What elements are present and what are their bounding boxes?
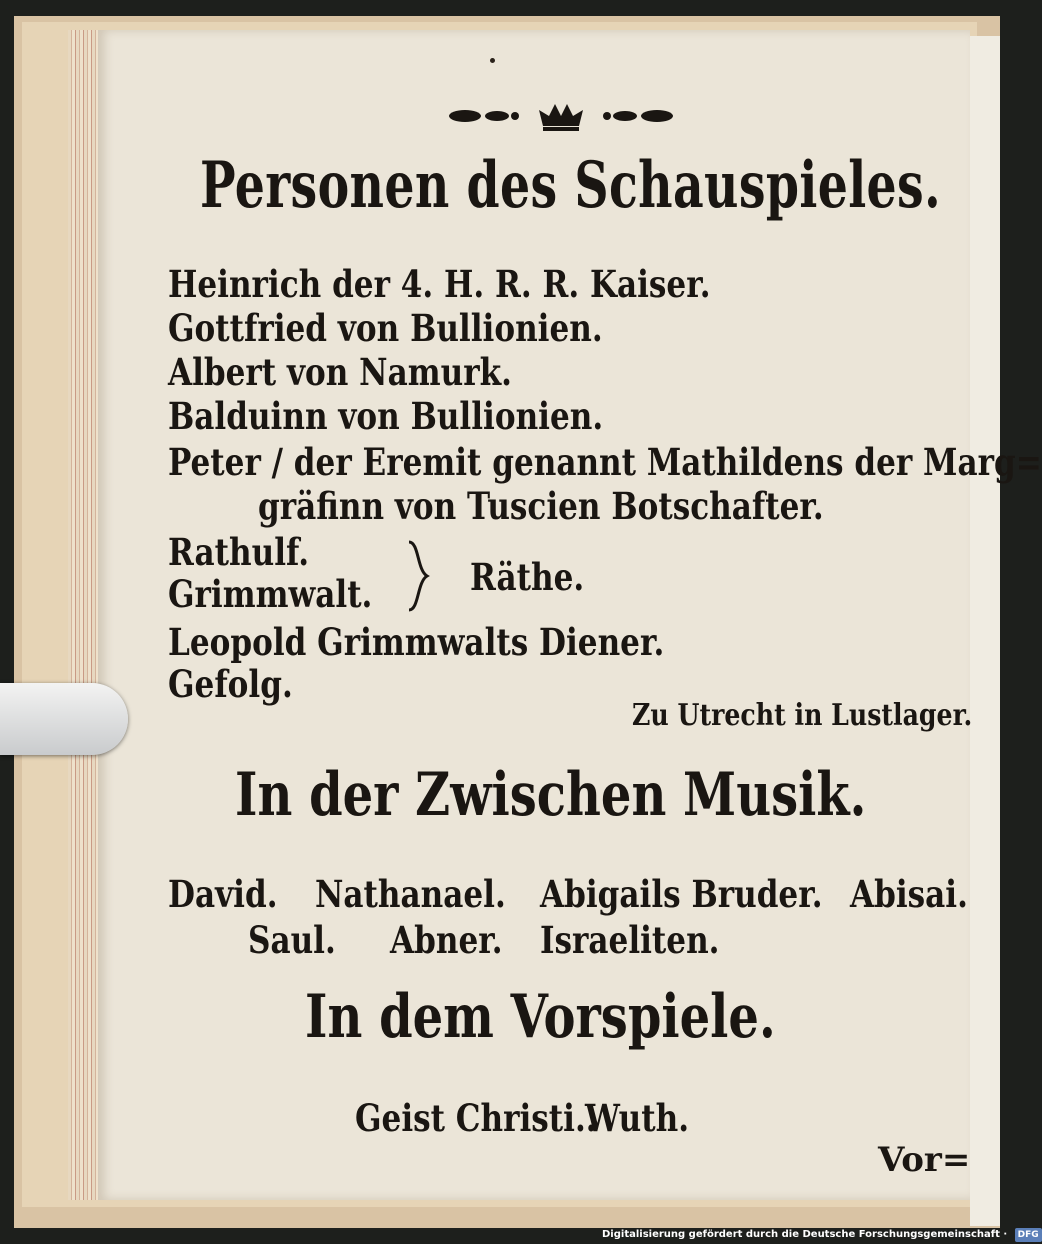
section-heading-prelude: In dem Vorspiele. (305, 982, 776, 1052)
funding-footer (602, 1228, 1042, 1242)
ink-speck (490, 58, 495, 63)
cast-name: Abner. (390, 918, 503, 962)
person-line: Peter / der Eremit genannt Mathildens der Marg= (168, 440, 1042, 484)
setting-location: Zu Utrecht in Lustlager. (632, 698, 973, 733)
person-line: Albert von Namurk. (168, 350, 512, 394)
person-line: Leopold Grimmwalts Diener. (168, 620, 665, 664)
page-marker-tab (0, 683, 128, 755)
cast-name: David. (168, 872, 278, 916)
footer-text: Digitalisierung gefördert durch die Deutsche Forschungsgemeinschaft · (602, 1229, 1008, 1240)
cast-name: Nathanael. (315, 872, 506, 916)
cast-name: Abigails Bruder. (540, 872, 823, 916)
councillors-label: Räthe. (470, 555, 585, 599)
section-heading-interlude: In der Zwischen Musik. (235, 760, 867, 830)
cast-name: Geist Christi.. (355, 1096, 597, 1140)
floral-crown-ornament-icon (445, 96, 677, 136)
person-line: Gottfried von Bullionien. (168, 306, 603, 350)
dfg-logo: DFG (1015, 1228, 1042, 1242)
page-title: Personen des Schauspieles. (200, 148, 941, 223)
councillor-name: Grimmwalt. (168, 572, 373, 616)
councillor-name: Rathulf. (168, 530, 310, 574)
person-line: Heinrich der 4. H. R. R. Kaiser. (168, 262, 711, 306)
catchword: Vor= (878, 1140, 971, 1180)
person-line-continued: gräfinn von Tuscien Botschafter. (258, 484, 824, 528)
cast-name: Saul. (248, 918, 336, 962)
cast-name: Abisai. (850, 872, 968, 916)
facing-page-edge (970, 36, 1000, 1226)
cast-name: Israeliten. (540, 918, 720, 962)
page-edges (68, 30, 102, 1200)
right-curly-brace-icon (405, 540, 431, 612)
person-line: Balduinn von Bullionien. (168, 394, 604, 438)
cast-name: Wuth. (585, 1096, 690, 1140)
person-line: Gefolg. (168, 662, 293, 706)
